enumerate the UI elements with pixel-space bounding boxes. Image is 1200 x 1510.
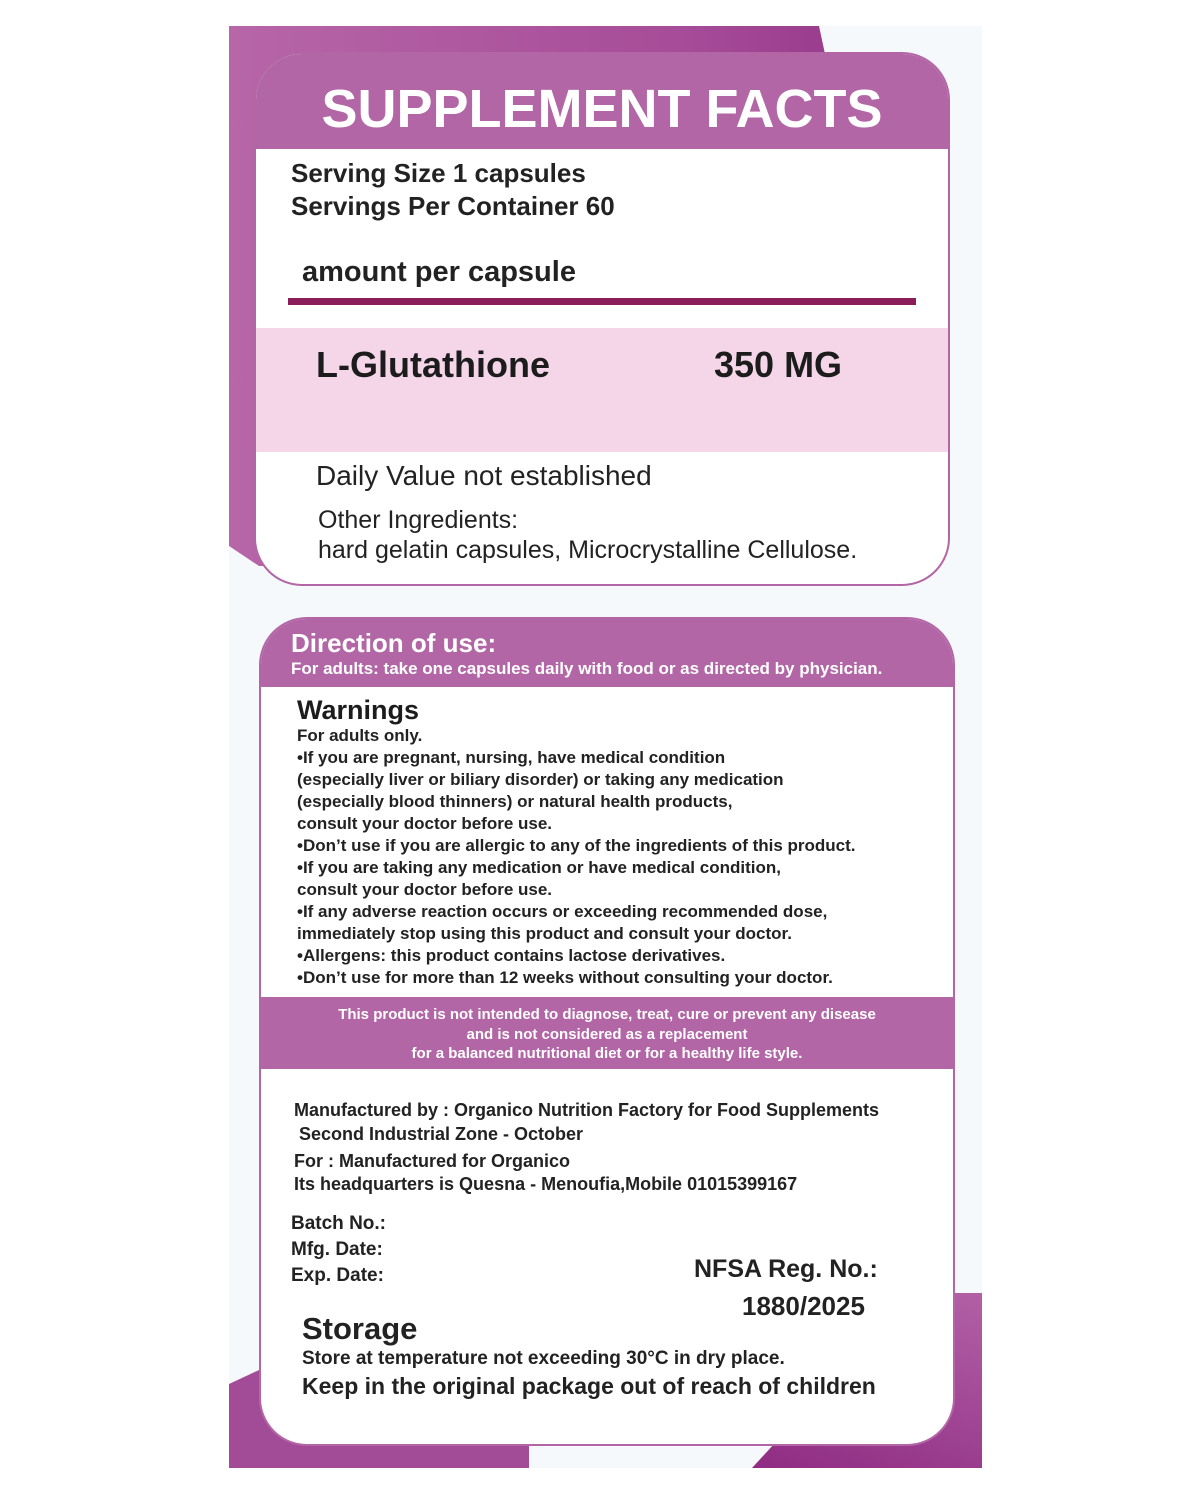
- warning-line: •If you are taking any medication or have medical condition,: [297, 858, 781, 877]
- warning-line: (especially liver or biliary disorder) or taking any medication: [297, 770, 784, 789]
- header-divider: [288, 298, 916, 305]
- ingredient-row: [256, 328, 948, 452]
- storage-children-warning: Keep in the original package out of reach of children: [302, 1373, 876, 1399]
- warning-line: consult your doctor before use.: [297, 814, 553, 833]
- warning-line: For adults only.: [297, 726, 423, 745]
- disclaimer-line: and is not considered as a replacement: [466, 1025, 748, 1043]
- directions-text: For adults: take one capsules daily with food or as directed by physician.: [291, 659, 883, 678]
- amount-per-capsule-header: amount per capsule: [302, 256, 576, 288]
- manufacturer-address: Second Industrial Zone - October: [299, 1124, 584, 1144]
- storage-temperature: Store at temperature not exceeding 30°C in dry place.: [302, 1348, 785, 1369]
- warning-line: •Don’t use if you are allergic to any of the ingredients of this product.: [297, 836, 856, 855]
- warning-line: •If any adverse reaction occurs or exceeding recommended dose,: [297, 902, 828, 921]
- manufacturer-line: Manufactured by : Organico Nutrition Factory for Food Supplements: [294, 1100, 880, 1120]
- directions-header: [261, 619, 953, 687]
- warnings-list: [297, 725, 856, 989]
- warnings-title: Warnings: [297, 695, 420, 725]
- storage-title: Storage: [302, 1311, 418, 1346]
- disclaimer-band: [261, 997, 953, 1069]
- nfsa-registration-label: NFSA Reg. No.:: [694, 1255, 878, 1283]
- nfsa-registration-number: 1880/2025: [742, 1291, 865, 1321]
- daily-value-note: Daily Value not established: [316, 460, 652, 491]
- headquarters-line: Its headquarters is Quesna - Menoufia,Mobile 01015399167: [294, 1174, 798, 1194]
- ingredient-name: L-Glutathione: [316, 344, 550, 385]
- warning-line: •Allergens: this product contains lactose derivatives.: [297, 946, 726, 965]
- supplement-facts-header: [256, 54, 948, 149]
- exp-date-label: Exp. Date:: [291, 1265, 384, 1286]
- disclaimer-line: for a balanced nutritional diet or for a healthy life style.: [411, 1045, 803, 1062]
- serving-size: Serving Size 1 capsules: [291, 158, 586, 188]
- supplement-facts-panel: [254, 52, 950, 586]
- warning-line: •If you are pregnant, nursing, have medical condition: [297, 748, 726, 767]
- mfg-date-label: Mfg. Date:: [291, 1239, 383, 1260]
- warning-line: immediately stop using this product and consult your doctor.: [297, 924, 792, 943]
- information-panel: [259, 617, 955, 1446]
- other-ingredients-text: hard gelatin capsules, Microcrystalline Cellulose.: [318, 536, 858, 564]
- ingredient-amount: 350 MG: [714, 344, 843, 385]
- directions-title: Direction of use:: [291, 628, 497, 658]
- warning-line: consult your doctor before use.: [297, 880, 553, 899]
- warning-line: •Don’t use for more than 12 weeks without consulting your doctor.: [297, 968, 833, 987]
- servings-per-container: Servings Per Container 60: [291, 191, 615, 221]
- batch-number-label: Batch No.:: [291, 1213, 386, 1234]
- other-ingredients-label: Other Ingredients:: [318, 506, 519, 534]
- supplement-facts-title: SUPPLEMENT FACTS: [321, 79, 883, 139]
- warning-line: (especially blood thinners) or natural health products,: [297, 792, 733, 811]
- manufactured-for: For : Manufactured for Organico: [294, 1151, 571, 1171]
- disclaimer-line: This product is not intended to diagnose, treat, cure or prevent any disease: [338, 1006, 876, 1023]
